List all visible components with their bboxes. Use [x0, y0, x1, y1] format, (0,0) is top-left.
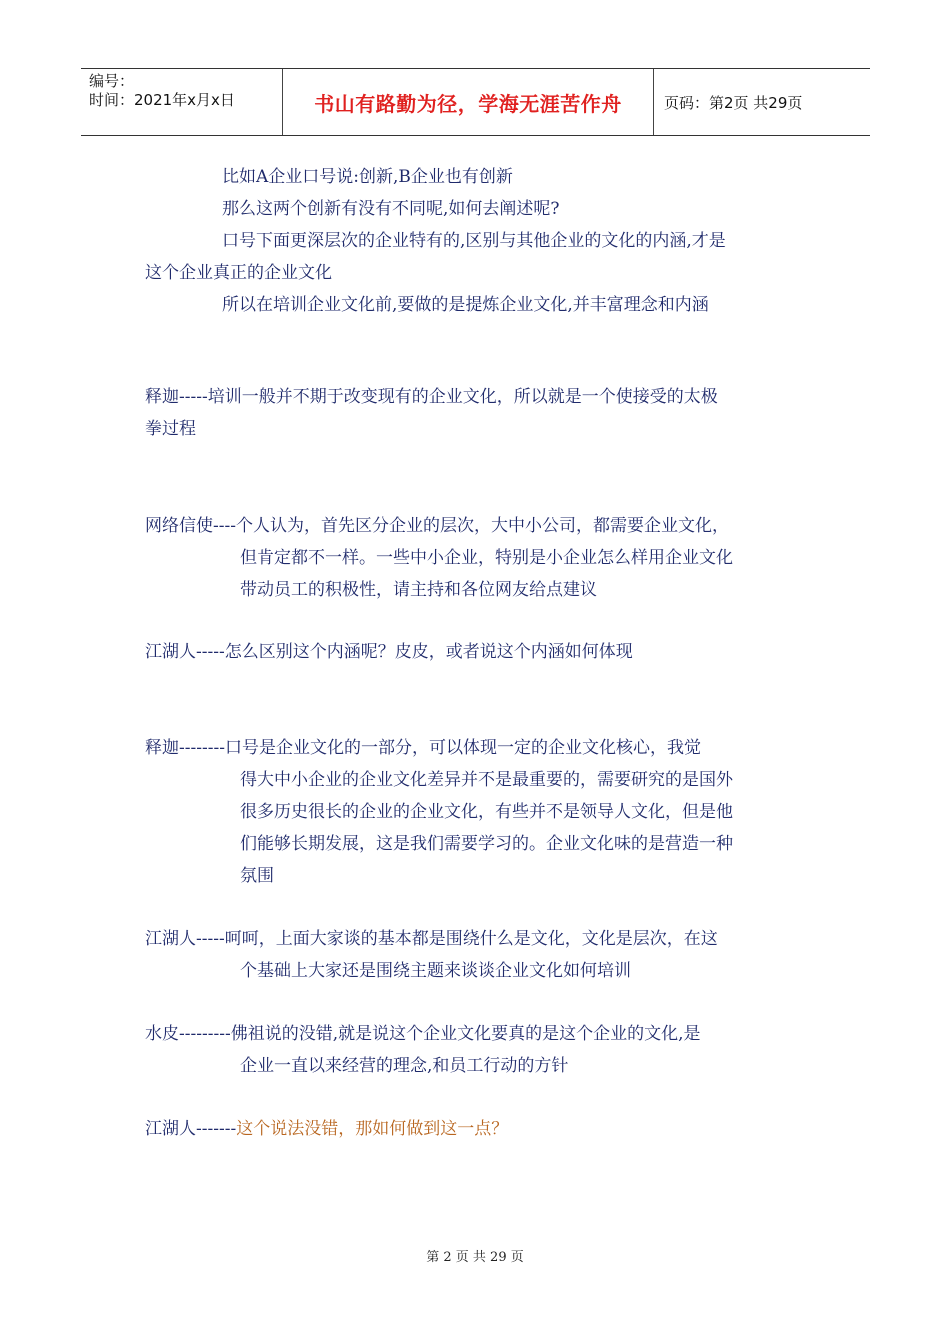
text-line-last: [145, 1114, 508, 1139]
time-label: 时间：2021年x月x日: [89, 91, 235, 109]
text-line: 江湖人-----呵呵，上面大家谈的基本都是围绕什么是文化，文化是层次，在这: [145, 929, 718, 949]
text-line: 但肯定都不一样。一些中小企业，特别是小企业怎么样用企业文化: [240, 548, 733, 568]
number-label: 编号：: [89, 72, 135, 90]
text-line: 个基础上大家还是围绕主题来谈谈企业文化如何培训: [240, 961, 631, 981]
text-line: 释迦-----培训一般并不期于改变现有的企业文化，所以就是一个使接受的太极: [145, 387, 718, 407]
text-line: 得大中小企业的企业文化差异并不是最重要的，需要研究的是国外: [240, 770, 733, 790]
page-footer: 第 2 页 共 29 页: [426, 1250, 524, 1265]
text-line: 很多历史很长的企业的企业文化，有些并不是领导人文化，但是他: [240, 802, 733, 822]
text-line: 江湖人-----怎么区别这个内涵呢？皮皮，或者说这个内涵如何体现: [145, 642, 633, 662]
text-line: 这个企业真正的企业文化: [145, 263, 332, 283]
text-line: 所以在培训企业文化前,要做的是提炼企业文化,并丰富理念和内涵: [222, 295, 709, 315]
text-line: 带动员工的积极性，请主持和各位网友给点建议: [240, 580, 597, 600]
speaker-label: 江湖人-------: [145, 1119, 237, 1139]
text-line: 释迦--------口号是企业文化的一部分，可以体现一定的企业文化核心，我觉: [145, 738, 701, 758]
header-page-label: 页码：第2页 共29页: [664, 93, 803, 112]
text-line: 们能够长期发展，这是我们需要学习的。企业文化味的是营造一种: [240, 834, 733, 854]
page-header: [81, 68, 870, 136]
highlighted-text: 这个说法没错，那如何做到这一点？: [236, 1119, 509, 1139]
text-line: 网络信使----个人认为，首先区分企业的层次，大中小公司，都需要企业文化，: [145, 516, 729, 536]
header-motto: 书山有路勤为径，学海无涯苦作舟: [283, 69, 654, 135]
text-line: 水皮---------佛祖说的没错,就是说这个企业文化要真的是这个企业的文化,是: [145, 1024, 701, 1044]
text-line: 企业一直以来经营的理念,和员工行动的方针: [240, 1056, 569, 1076]
text-line: 口号下面更深层次的企业特有的,区别与其他企业的文化的内涵,才是: [222, 231, 726, 251]
text-line: 比如A企业口号说:创新,B企业也有创新: [222, 167, 513, 187]
text-line: 拳过程: [145, 419, 196, 439]
text-line: 那么这两个创新有没有不同呢,如何去阐述呢?: [222, 199, 560, 219]
text-line: 氛围: [240, 866, 274, 886]
header-meta: [81, 69, 283, 135]
